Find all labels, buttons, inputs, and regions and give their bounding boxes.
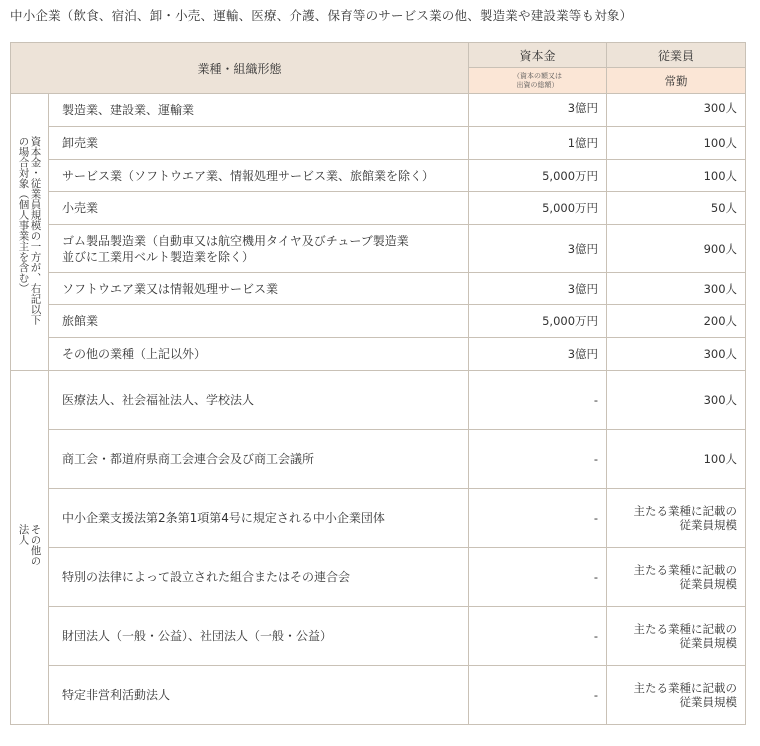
employees-cell: 300人 xyxy=(607,273,746,305)
employees-cell: 100人 xyxy=(607,160,746,192)
employees-cell: 300人 xyxy=(607,371,746,430)
table-row xyxy=(11,607,746,666)
capital-note-line1: （資本の額又は xyxy=(513,71,563,80)
capital-cell: 5,000万円 xyxy=(469,192,607,225)
employees-line2: 従業員規模 xyxy=(679,695,738,709)
category-line2: 並びに工業用ベルト製造業を除く） xyxy=(62,249,255,264)
employees-cell xyxy=(607,489,746,548)
table-row xyxy=(11,94,746,127)
capital-cell: 3億円 xyxy=(469,338,607,371)
table-row xyxy=(11,273,746,305)
category-cell: サービス業（ソフトウエア業、情報処理サービス業、旅館業を除く） xyxy=(49,160,469,192)
capital-cell: 1億円 xyxy=(469,127,607,160)
capital-cell: - xyxy=(469,548,607,607)
category-cell: 小売業 xyxy=(49,192,469,225)
category-cell: 特別の法律によって設立された組合またはその連合会 xyxy=(49,548,469,607)
capital-cell: 3億円 xyxy=(469,94,607,127)
table-row xyxy=(11,338,746,371)
table-row xyxy=(11,371,746,430)
employees-cell xyxy=(607,548,746,607)
employees-cell: 900人 xyxy=(607,225,746,273)
employees-cell: 50人 xyxy=(607,192,746,225)
capital-cell: 5,000万円 xyxy=(469,305,607,338)
header-capital-note xyxy=(469,68,607,94)
employees-line2: 従業員規模 xyxy=(679,518,738,532)
page-heading: 中小企業（飲食、宿泊、卸・小売、運輸、医療、介護、保育等のサービス業の他、製造業や建設業等も対象） xyxy=(10,8,633,23)
capital-cell: 3億円 xyxy=(469,225,607,273)
table-row xyxy=(11,489,746,548)
header-category: 業種・組織形態 xyxy=(11,43,469,94)
table-row xyxy=(11,548,746,607)
category-line1: ゴム製品製造業（自動車又は航空機用タイヤ及びチューブ製造業 xyxy=(62,233,409,248)
table-row xyxy=(11,225,746,273)
capital-cell: - xyxy=(469,666,607,725)
category-cell: その他の業種（上記以外） xyxy=(49,338,469,371)
capital-cell: - xyxy=(469,371,607,430)
group-a-label: 資本金・従業員規模の一方が、右記以下の場合対象（個人事業主を含む） xyxy=(17,135,42,325)
category-cell: 中小企業支援法第2条第1項第4号に規定される中小企業団体 xyxy=(49,489,469,548)
header-employees: 従業員 xyxy=(607,43,746,68)
sme-size-table xyxy=(10,42,746,725)
employees-line1: 主たる業種に記載の xyxy=(633,622,738,636)
group-a-label-cell xyxy=(11,94,49,371)
category-cell xyxy=(49,225,469,273)
group-b-label: その他の法人 xyxy=(17,523,42,566)
category-cell: 卸売業 xyxy=(49,127,469,160)
employees-cell: 300人 xyxy=(607,338,746,371)
capital-cell: 3億円 xyxy=(469,273,607,305)
capital-cell: - xyxy=(469,430,607,489)
table-row xyxy=(11,127,746,160)
employees-cell: 100人 xyxy=(607,430,746,489)
category-cell: 製造業、建設業、運輸業 xyxy=(49,94,469,127)
group-b-label-cell xyxy=(11,371,49,725)
table-row xyxy=(11,666,746,725)
category-cell: 財団法人（一般・公益）、社団法人（一般・公益） xyxy=(49,607,469,666)
employees-line2: 従業員規模 xyxy=(679,577,738,591)
capital-cell: 5,000万円 xyxy=(469,160,607,192)
employees-cell: 100人 xyxy=(607,127,746,160)
employees-line1: 主たる業種に記載の xyxy=(633,563,738,577)
employees-cell xyxy=(607,666,746,725)
header-employees-sub: 常勤 xyxy=(607,68,746,94)
category-cell: ソフトウエア業又は情報処理サービス業 xyxy=(49,273,469,305)
employees-line2: 従業員規模 xyxy=(679,636,738,650)
table-row xyxy=(11,160,746,192)
capital-cell: - xyxy=(469,489,607,548)
capital-note-line2: 出資の総額） xyxy=(516,80,559,89)
category-cell: 商工会・都道府県商工会連合会及び商工会議所 xyxy=(49,430,469,489)
employees-line1: 主たる業種に記載の xyxy=(633,681,738,695)
table-row xyxy=(11,305,746,338)
table-row xyxy=(11,192,746,225)
employees-cell: 200人 xyxy=(607,305,746,338)
capital-cell: - xyxy=(469,607,607,666)
employees-cell: 300人 xyxy=(607,94,746,127)
category-cell: 特定非営利活動法人 xyxy=(49,666,469,725)
header-capital: 資本金 xyxy=(469,43,607,68)
category-cell: 医療法人、社会福祉法人、学校法人 xyxy=(49,371,469,430)
employees-line1: 主たる業種に記載の xyxy=(633,504,738,518)
category-cell: 旅館業 xyxy=(49,305,469,338)
employees-cell xyxy=(607,607,746,666)
table-row xyxy=(11,430,746,489)
